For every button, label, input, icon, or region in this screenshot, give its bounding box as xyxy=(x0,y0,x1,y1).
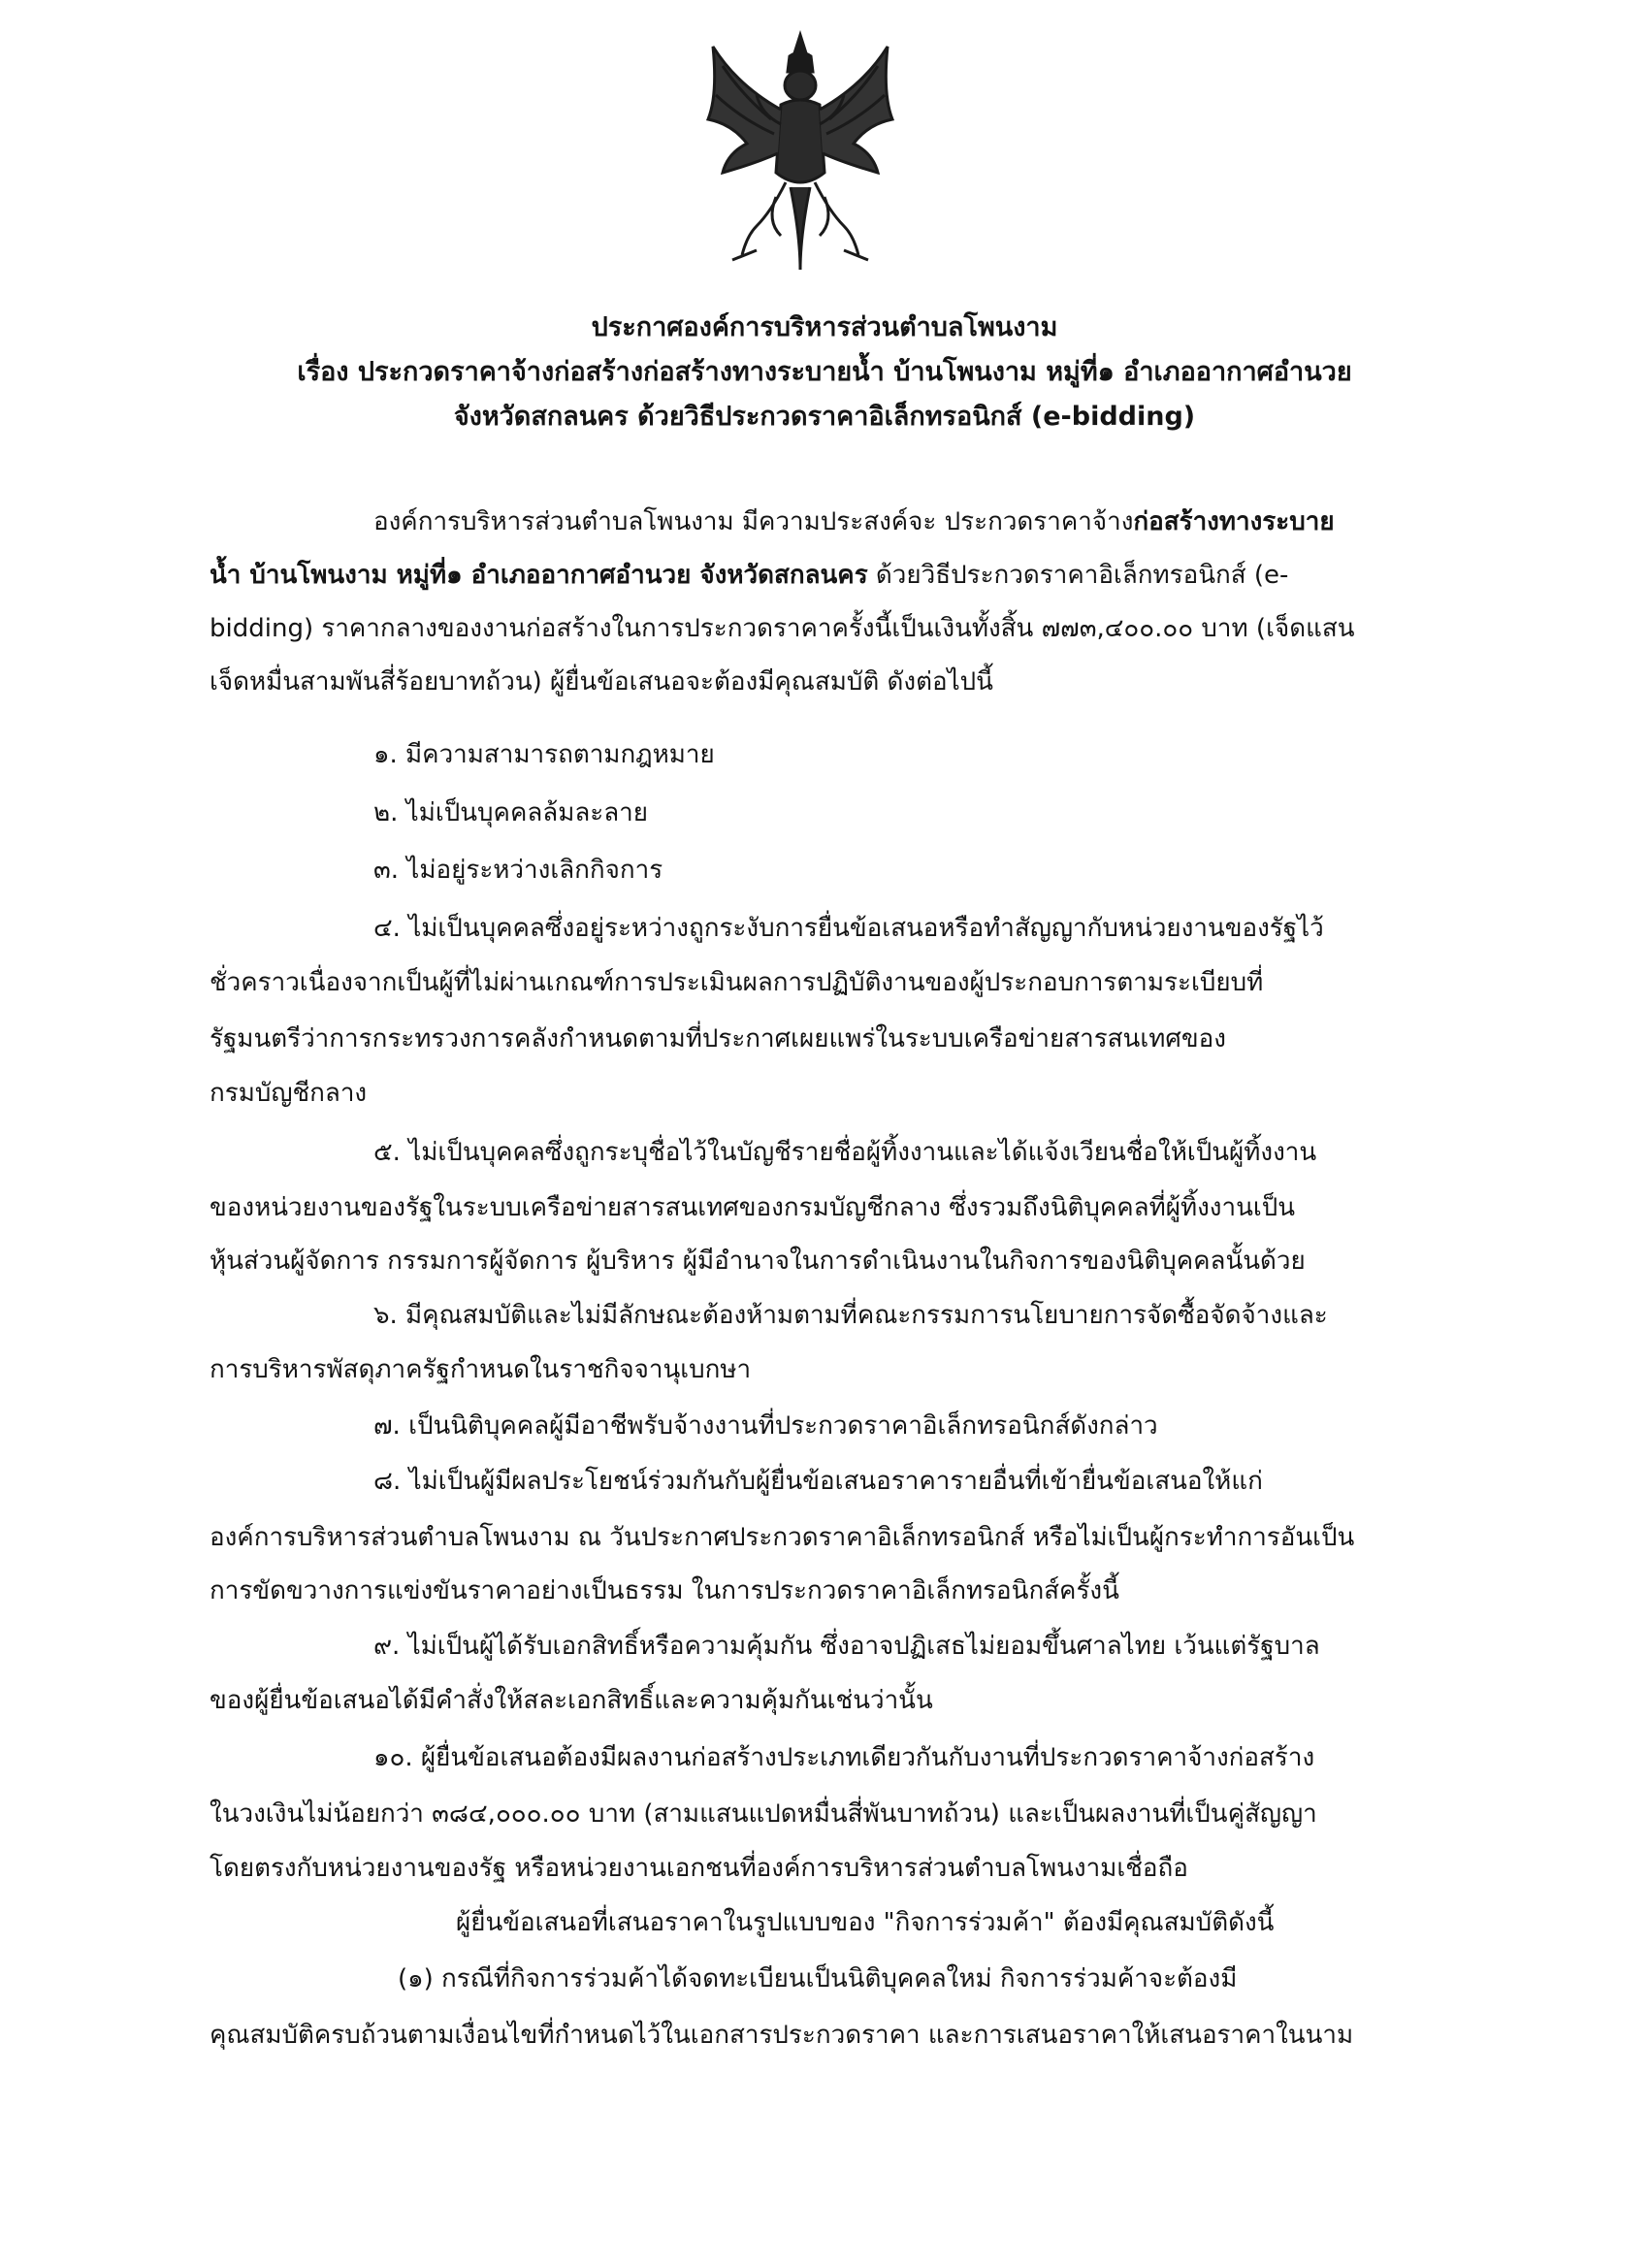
list-item-cont: ของผู้ยื่นข้อเสนอได้มีคำสั่งให้สละเอกสิทธิ์และความคุ้มกันเช่นว่านั้น xyxy=(210,1686,933,1715)
list-item-cont: ชั่วคราวเนื่องจากเป็นผู้ที่ไม่ผ่านเกณฑ์การประเมินผลการปฏิบัติงานของผู้ประกอบการตามระเบียบที่ xyxy=(210,968,1264,997)
list-item-cont: องค์การบริหารส่วนตำบลโพนงาม ณ วันประกาศประกวดราคาอิเล็กทรอนิกส์ หรือไม่เป็นผู้กระทำการอันเป็น xyxy=(210,1523,1355,1552)
intro-text-bold: ก่อสร้างทางระบาย xyxy=(1133,507,1335,536)
intro-line xyxy=(210,556,1494,595)
announcement-subject-cont: จังหวัดสกลนคร ด้วยวิธีประกวดราคาอิเล็กทรอนิกส์ (e-bidding) xyxy=(453,402,1196,432)
list-item: ๒. ไม่เป็นบุคคลล้มละลาย xyxy=(373,798,649,827)
list-item: ๕. ไม่เป็นบุคคลซึ่งถูกระบุชื่อไว้ในบัญชีรายชื่อผู้ทิ้งงานและได้แจ้งเวียนชื่อให้เป็นผู้ทิ้งงาน xyxy=(373,1138,1317,1167)
intro-text: ด้วยวิธีประกวดราคาอิเล็กทรอนิกส์ (e- xyxy=(867,561,1289,590)
list-item-cont: ของหน่วยงานของรัฐในระบบเครือข่ายสารสนเทศของกรมบัญชีกลาง ซึ่งรวมถึงนิติบุคคลที่ผู้ทิ้งงานเป็น xyxy=(210,1193,1296,1222)
intro-line xyxy=(373,502,1494,541)
list-item-cont: การบริหารพัสดุภาครัฐกำหนดในราชกิจจานุเบกษา xyxy=(210,1355,752,1384)
intro-line: bidding) ราคากลางของงานก่อสร้างในการประกวดราคาครั้งนี้เป็นเงินทั้งสิ้น ๗๗๓,๔๐๐.๐๐ บาท (เจ็ดแสน xyxy=(210,614,1355,643)
list-item: ๘. ไม่เป็นผู้มีผลประโยชน์ร่วมกันกับผู้ยื่นข้อเสนอราคารายอื่นที่เข้ายื่นข้อเสนอให้แก่ xyxy=(373,1467,1263,1496)
list-item-cont: กรมบัญชีกลาง xyxy=(210,1079,368,1108)
list-item: ๑. มีความสามารถตามกฎหมาย xyxy=(373,740,715,769)
list-item-cont: รัฐมนตรีว่าการกระทรวงการคลังกำหนดตามที่ประกาศเผยแพร่ในระบบเครือข่ายสารสนเทศของ xyxy=(210,1024,1226,1053)
joint-venture-item-cont: คุณสมบัติครบถ้วนตามเงื่อนไขที่กำหนดไว้ในเอกสารประกวดราคา และการเสนอราคาให้เสนอราคาในนาม xyxy=(210,2021,1354,2050)
list-item: ๔. ไม่เป็นบุคคลซึ่งอยู่ระหว่างถูกระงับการยื่นข้อเสนอหรือทำสัญญากับหน่วยงานของรัฐไว้ xyxy=(373,914,1324,943)
intro-text-bold: น้ำ บ้านโพนงาม หมู่ที่๑ อำเภออากาศอำนวย จังหวัดสกลนคร xyxy=(210,561,868,590)
announcement-subject: เรื่อง ประกวดราคาจ้างก่อสร้างก่อสร้างทางระบายน้ำ บ้านโพนงาม หมู่ที่๑ อำเภออากาศอำนวย xyxy=(297,357,1352,387)
list-item-cont: การขัดขวางการแข่งขันราคาอย่างเป็นธรรม ในการประกวดราคาอิเล็กทรอนิกส์ครั้งนี้ xyxy=(210,1576,1119,1605)
list-item-cont: ในวงเงินไม่น้อยกว่า ๓๘๔,๐๐๐.๐๐ บาท (สามแสนแปดหมื่นสี่พันบาทถ้วน) และเป็นผลงานที่เป็นคู่สัญญา xyxy=(210,1799,1317,1829)
joint-venture-item: (๑) กรณีที่กิจการร่วมค้าได้จดทะเบียนเป็นนิติบุคคลใหม่ กิจการร่วมค้าจะต้องมี xyxy=(398,1964,1238,1993)
list-item-cont: โดยตรงกับหน่วยงานของรัฐ หรือหน่วยงานเอกชนที่องค์การบริหารส่วนตำบลโพนงามเชื่อถือ xyxy=(210,1854,1188,1883)
list-item-cont: หุ้นส่วนผู้จัดการ กรรมการผู้จัดการ ผู้บริหาร ผู้มีอำนาจในการดำเนินงานในกิจการของนิติบุคคลนั้นด้วย xyxy=(210,1247,1306,1276)
list-item: ๖. มีคุณสมบัติและไม่มีลักษณะต้องห้ามตามที่คณะกรรมการนโยบายการจัดซื้อจัดจ้างและ xyxy=(373,1301,1328,1330)
joint-venture-intro: ผู้ยื่นข้อเสนอที่เสนอราคาในรูปแบบของ "กิจการร่วมค้า" ต้องมีคุณสมบัติดังนี้ xyxy=(456,1908,1275,1937)
intro-text: องค์การบริหารส่วนตำบลโพนงาม มีความประสงค์จะ ประกวดราคาจ้าง xyxy=(373,507,1134,536)
intro-line: เจ็ดหมื่นสามพันสี่ร้อยบาทถ้วน) ผู้ยื่นข้อเสนอจะต้องมีคุณสมบัติ ดังต่อไปนี้ xyxy=(210,667,993,697)
list-item: ๑๐. ผู้ยื่นข้อเสนอต้องมีผลงานก่อสร้างประเภทเดียวกันกับงานที่ประกวดราคาจ้างก่อสร้าง xyxy=(373,1743,1315,1772)
list-item: ๙. ไม่เป็นผู้ได้รับเอกสิทธิ์หรือความคุ้มกัน ซึ่งอาจปฏิเสธไม่ยอมขึ้นศาลไทย เว้นแต่รัฐบาล xyxy=(373,1632,1320,1661)
list-item: ๓. ไม่อยู่ระหว่างเลิกกิจการ xyxy=(373,856,663,885)
announcement-title: ประกาศองค์การบริหารส่วนตำบลโพนงาม xyxy=(591,312,1058,342)
list-item: ๗. เป็นนิติบุคคลผู้มีอาชีพรับจ้างงานที่ประกวดราคาอิเล็กทรอนิกส์ดังกล่าว xyxy=(373,1411,1158,1441)
garuda-emblem-icon xyxy=(689,27,912,275)
